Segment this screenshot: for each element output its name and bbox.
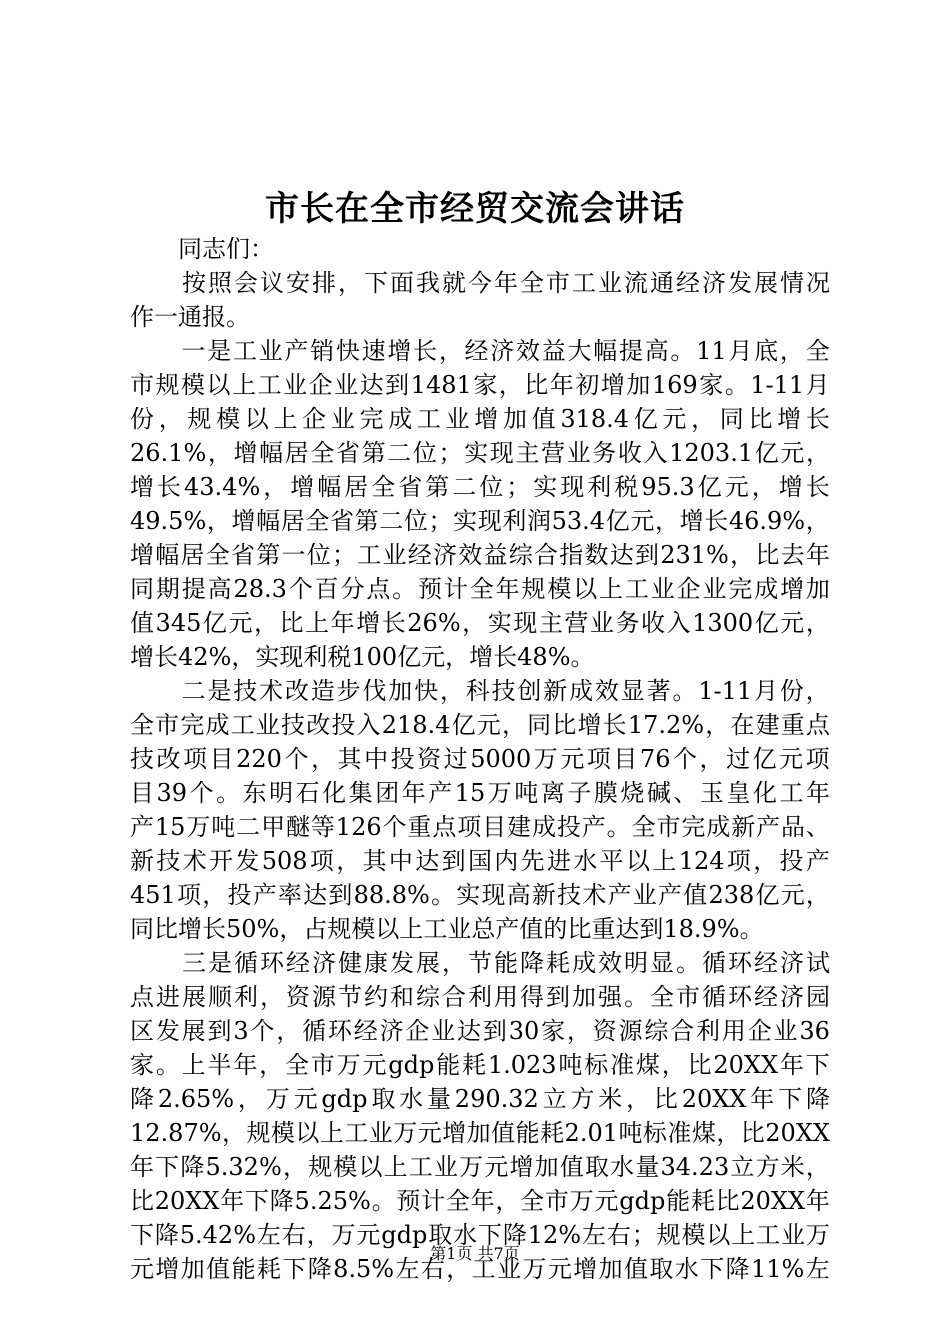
text-line: 作一通报。 bbox=[130, 303, 250, 331]
text-line: 二 是 技 术 改 造 步 伐 加 快 ， 科 技 创 新 成 效 显 著 。 1-11 月 份 ， bbox=[181, 677, 830, 705]
text-line: 12.87% ， 规 模 以 上 工 业 万 元 增 加 值 能 耗 2.01 吨 标 准 煤 ， 比 20XX bbox=[130, 1119, 830, 1147]
text-line: 同比增长50%，占规模以上工业总产值的比重达到18.9%。 bbox=[130, 915, 764, 943]
text-line: 份 ， 规 模 以 上 企 业 完 成 工 业 增 加 值 318.4 亿 元 ， 同 比 增 长 bbox=[130, 405, 830, 433]
text-line: 增 幅 居 全 省 第 一 位 ； 工 业 经 济 效 益 综 合 指 数 达 到 231% ， 比 去 年 bbox=[130, 541, 830, 569]
text-line: 技 改 项 目 220 个 ， 其 中 投 资 过 5000 万 元 项 目 76 个 ， 过 亿 元 项 bbox=[130, 745, 830, 773]
text-line: 家 。 上 半 年 ， 全 市 万 元 gdp 能 耗 1.023 吨 标 准 煤 ， 比 20XX 年 下 bbox=[130, 1051, 830, 1079]
text-line: 增长42%，实现利税100亿元，增长48%。 bbox=[130, 643, 595, 671]
text-line: 新 技 术 开 发 508 项 ， 其 中 达 到 国 内 先 进 水 平 以 上 124 项 ， 投 产 bbox=[130, 847, 830, 875]
text-line: 产 15 万 吨 二 甲 醚 等 126 个 重 点 项 目 建 成 投 产 。 全 市 完 成 新 产 品 、 bbox=[130, 813, 830, 841]
text-line: 下 降 5.42% 左 右 ， 万 元 gdp 取 水 下 降 12% 左 右 ； 规 模 以 上 工 业 万 bbox=[130, 1221, 830, 1249]
text-line: 市 规 模 以 上 工 业 企 业 达 到 1481 家 ， 比 年 初 增 加 169 家 。 1-11 月 bbox=[130, 371, 830, 399]
page-footer: 第1页 共7页 bbox=[430, 1244, 520, 1263]
document-title: 市长在全市经贸交流会讲话 bbox=[265, 189, 685, 229]
text-line: 降 2.65% ， 万 元 gdp 取 水 量 290.32 立 方 米 ， 比 20XX 年 下 降 bbox=[130, 1085, 830, 1113]
text-line: 年 下 降 5.32% ， 规 模 以 上 工 业 万 元 增 加 值 取 水 量 34.23 立 方 米 ， bbox=[130, 1153, 830, 1181]
text-line: 区 发 展 到 3 个 ， 循 环 经 济 企 业 达 到 30 家 ， 资 源 综 合 利 用 企 业 36 bbox=[130, 1017, 830, 1045]
text-line: 元 增 加 值 能 耗 下 降 8.5% 左 右 ， 工 业 万 元 增 加 值 取 水 下 降 11% 左 bbox=[130, 1255, 830, 1283]
text-line: 26.1% ， 增 幅 居 全 省 第 二 位 ； 实 现 主 营 业 务 收 入 1203.1 亿 元 ， bbox=[130, 439, 830, 467]
text-line: 值 345 亿 元 ， 比 上 年 增 长 26% ， 实 现 主 营 业 务 收 入 1300 亿 元 ， bbox=[130, 609, 830, 637]
text-line: 按 照 会 议 安 排 ， 下 面 我 就 今 年 全 市 工 业 流 通 经 济 发 展 情 况 bbox=[182, 269, 830, 297]
text-line: 同志们： bbox=[130, 235, 274, 263]
text-line: 全 市 完 成 工 业 技 改 投 入 218.4 亿 元 ， 同 比 增 长 17.2% ， 在 建 重 点 bbox=[130, 711, 830, 739]
document-body bbox=[130, 232, 830, 1286]
text-line: 一 是 工 业 产 销 快 速 增 长 ， 经 济 效 益 大 幅 提 高 。 11 月 底 ， 全 bbox=[181, 337, 830, 365]
text-line: 49.5% ， 增 幅 居 全 省 第 二 位 ； 实 现 利 润 53.4 亿 元 ， 增 长 46.9% ， bbox=[130, 507, 830, 535]
text-line: 增 长 43.4% ， 增 幅 居 全 省 第 二 位 ； 实 现 利 税 95.3 亿 元 ， 增 长 bbox=[130, 473, 830, 501]
text-line: 同 期 提 高 28.3 个 百 分 点 。 预 计 全 年 规 模 以 上 工 业 企 业 完 成 增 加 bbox=[130, 575, 830, 603]
text-line: 点 进 展 顺 利 ， 资 源 节 约 和 综 合 利 用 得 到 加 强 。 全 市 循 环 经 济 园 bbox=[130, 983, 830, 1011]
text-line: 三 是 循 环 经 济 健 康 发 展 ， 节 能 降 耗 成 效 明 显 。 循 环 经 济 试 bbox=[182, 949, 830, 977]
text-line: 目 39 个 。 东 明 石 化 集 团 年 产 15 万 吨 离 子 膜 烧 碱 、 玉 皇 化 工 年 bbox=[130, 779, 830, 807]
text-line: 比 20XX 年 下 降 5.25% 。 预 计 全 年 ， 全 市 万 元 gdp 能 耗 比 20XX 年 bbox=[130, 1187, 830, 1215]
text-line: 451 项 ， 投 产 率 达 到 88.8% 。 实 现 高 新 技 术 产 业 产 值 238 亿 元 ， bbox=[130, 881, 830, 909]
